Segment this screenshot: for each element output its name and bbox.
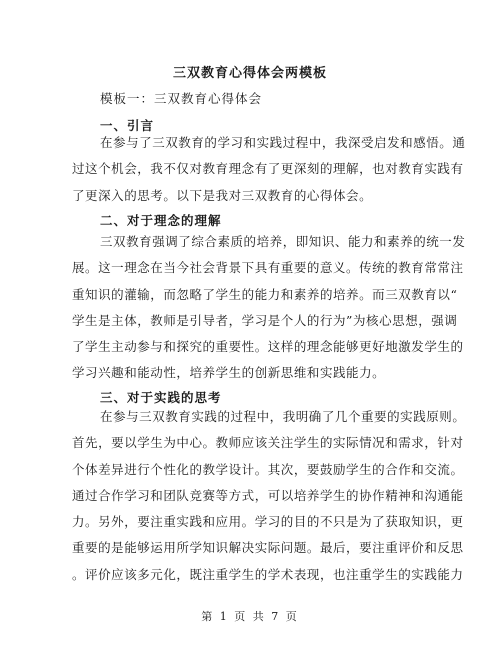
paragraph-line: 三双教育强调了综合素质的培养，即知识、能力和素养的统一发 [100, 234, 466, 249]
document-title: 三双教育心得体会两模板 [172, 66, 327, 81]
section-paragraph-introduction [72, 130, 466, 209]
paragraph-line: 通过合作学习和团队竞赛等方式，可以培养学生的协作精神和沟通能 [72, 487, 464, 503]
paragraph-line: 力。另外，要注重实践和应用。学习的目的不只是为了获取知识，更 [72, 514, 464, 530]
section-paragraph-practice [72, 404, 466, 588]
section-heading-introduction: 一、引言 [100, 118, 155, 133]
section-heading-philosophy: 二、对于理念的理解 [100, 213, 222, 228]
paragraph-line: 了学生主动参与和探究的重要性。这样的理念能够更好地激发学生的 [72, 339, 464, 355]
paragraph-line: 重要的是能够运用所学知识解决实际问题。最后，要注重评价和反思 [72, 540, 464, 556]
template-subtitle: 模板一：三双教育心得体会 [100, 91, 263, 106]
section-paragraph-philosophy [72, 229, 466, 387]
section-heading-practice: 三、对于实践的思考 [100, 390, 222, 405]
paragraph-line: 重知识的灌输，而忽略了学生的能力和素养的培养。而三双教育以“ [72, 286, 458, 302]
paragraph-line: 在参与了三双教育的学习和实践过程中，我深受启发和感悟。通 [100, 135, 466, 150]
paragraph-line: 在参与三双教育实践的过程中，我明确了几个重要的实践原则。 [100, 409, 466, 424]
page-number-footer: 第 1 页 共 7 页 [201, 610, 299, 623]
paragraph-line: 过这个机会，我不仅对教育理念有了更深刻的理解，也对教育实践有 [72, 161, 464, 177]
paragraph-line: 首先，要以学生为中心。教师应该关注学生的实际情况和需求，针对 [72, 435, 464, 451]
paragraph-line: 了更深入的思考。以下是我对三双教育的心得体会。 [72, 187, 373, 203]
paragraph-line: 。评价应该多元化，既注重学生的学术表现，也注重学生的实践能力 [72, 566, 464, 582]
paragraph-line: 学生是主体，教师是引导者，学习是个人的行为”为核心思想，强调 [72, 312, 458, 328]
paragraph-line: 学习兴趣和能动性，培养学生的创新思维和实践能力。 [72, 365, 386, 381]
paragraph-line: 个体差异进行个性化的教学设计。其次，要鼓励学生的合作和交流。 [72, 461, 464, 477]
paragraph-line: 展。这一理念在当今社会背景下具有重要的意义。传统的教育常常注 [72, 260, 464, 276]
